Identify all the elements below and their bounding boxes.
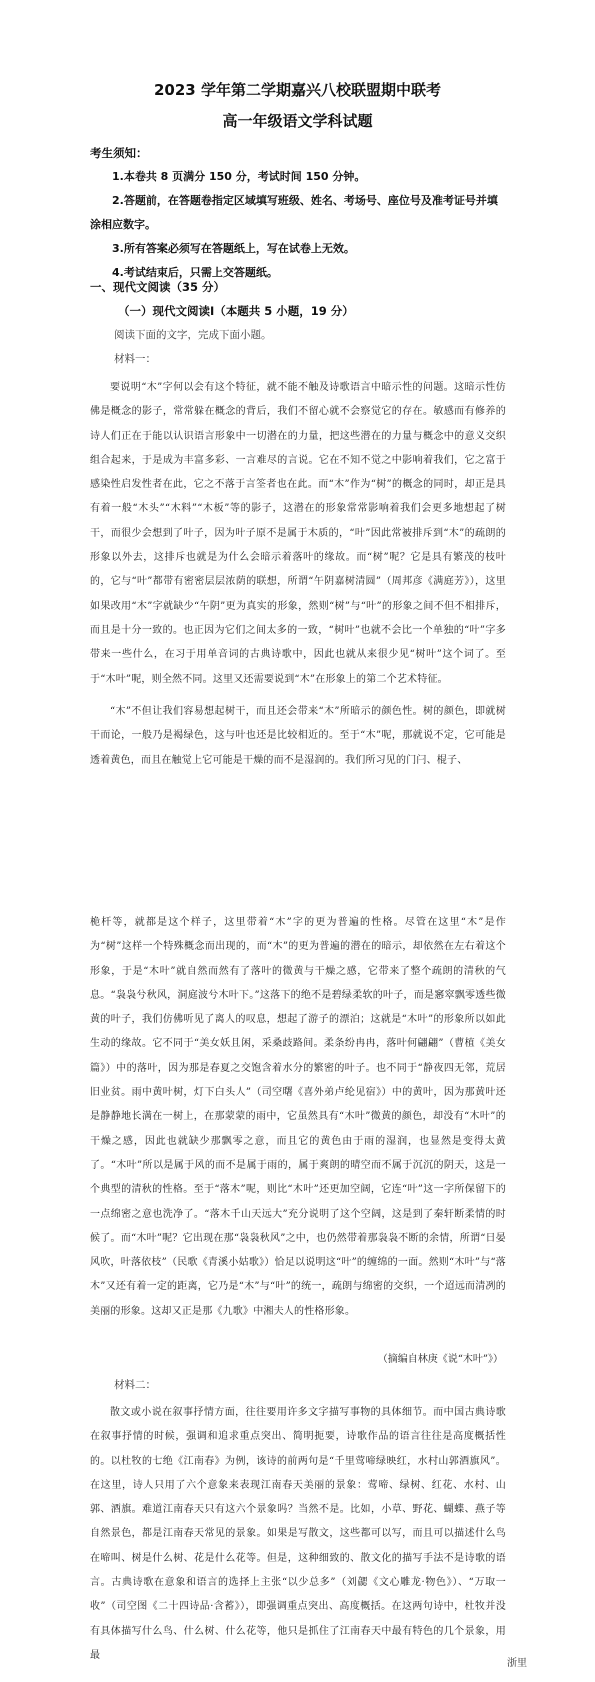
material1-paragraph: 要说明“木”字何以会有这个特征，就不能不触及诗歌语言中暗示性的问题。这暗示性仿佛是概念的影子，常常躲在概念的背后，我们不留心就不会察觉它的存在。敏感而有修养的诗人们正在于能以认识语言形象中一切潜在的力量，把这些潜在的力量与概念中的意义交织组合起来，于是成为丰富多彩、一言难尽的言说。它在不知不觉之中影响着我们，它之富于感染性启发性者在此，它之不落于言筌者也在此。而“木”作为“树”的概念的同时，却正是具有着一般“木头”“木料”“木板”等的影子，这潜在的形象常常影响着我们会更多地想起了树干，而很少会想到了叶子，因为叶子原不是属于木质的，“叶”因此常被排斥到“木”的疏朗的形象以外去，这排斥也就是为什么会暗示着落叶的缘故。而“树”呢？它是具有繁茂的枝叶的，它与“叶”都带有密密层层浓荫的联想，所谓“午阴嘉树清圆”（周邦彦《满庭芳》），这里如果改用“木”字就缺少“午阴”更为真实的形象，然则“树”与“叶”的形象之间不但不相排斥，而且是十分一致的。也正因为它们之间太多的一致，“树叶”也就不会比一个单独的“叶”字多带来一些什么，在习于用单音词的古典诗歌中，因此也就从来很少见“树叶”这个词了。至于“木叶”呢，则全然不同。这里又还需要说到“木”在形象上的第二个艺术特征。 bbox=[90, 382, 506, 685]
page-footer: 浙里 bbox=[507, 1658, 527, 1669]
notice-item: 1.本卷共 8 页满分 150 分，考试时间 150 分钟。 bbox=[112, 170, 366, 183]
exam-notice bbox=[90, 141, 508, 285]
material1-paragraph: 桅杆等，就都是这个样子，这里带着“木”字的更为普遍的性格。尽管在这里“木”是作为“树”这样一个特殊概念而出现的，而“木”的更为普遍的潜在的暗示，却依然在左右着这个形象，于是“木叶”就自然而然有了落叶的微黄与干燥之感，它带来了整个疏朗的清秋的气息。“袅袅兮秋风，洞庭波兮木叶下。”这落下的绝不是碧绿柔软的叶子，而是窸窣飘零透些微黄的叶子，我们仿佛听见了离人的叹息，想起了游子的漂泊；这就是“木叶”的形象所以如此生动的缘故。它不同于“美女妖且闲，采桑歧路间。柔条纷冉冉，落叶何翩翩”（曹植《美女篇》）中的落叶，因为那是春夏之交饱含着水分的繁密的叶子。也不同于“静夜四无邻，荒居旧业贫。雨中黄叶树，灯下白头人”（司空曙《喜外弟卢纶见宿》）中的黄叶，因为那黄叶还是静静地长满在一树上，在那蒙蒙的雨中，它虽然具有“木叶”微黄的颜色，却没有“木叶”的干燥之感，因此也就缺少那飘零之意，而且它的黄色由于雨的湿润，也显然是变得太黄了。“木叶”所以是属于风的而不是属于雨的，属于爽朗的晴空而不属于沉沉的阴天，这是一个典型的清秋的性格。至于“落木”呢，则比“木叶”还更加空阔，它连“叶”这一字所保留下的一点绵密之意也洗净了。“落木千山天远大”充分说明了这个空阔，这是到了秦轩断柔情的时候了。而“木叶”呢？它出现在那“袅袅秋风”之中，也仍然带着那袅袅不断的余情，所谓“日晏风吹，叶落依枝”（民歌《青溪小姑歌》）恰足以说明这“叶”的缠绵的一面。然则“木叶”与“落木”又还有着一定的距离，它乃是“木”与“叶”的统一，疏朗与绵密的交织，一个迢远而清冽的美丽的形象。这却又正是那《九歌》中湘夫人的性格形象。 bbox=[90, 917, 506, 1317]
material-label: 材料二： bbox=[114, 1379, 156, 1391]
exam-title: 2023 学年第二学期嘉兴八校联盟期中联考 bbox=[154, 81, 441, 99]
notice-item: 3.所有答案必须写在答题纸上，写在试卷上无效。 bbox=[112, 242, 355, 255]
material-source: （摘编自林庚《说“木叶”》） bbox=[377, 1354, 503, 1365]
material2-paragraph: 散文或小说在叙事抒情方面，往往要用许多文字描写事物的具体细节。而中国古典诗歌在叙事抒情的时候，强调和追求重点突出、简明扼要，诗歌作品的语言往往是高度概括性的。以杜牧的七绝《江南春》为例，该诗的前两句是“千里莺啼绿映红，水村山郭酒旗风”。在这里，诗人只用了六个意象来表现江南春天美丽的景象：莺啼、绿树、红花、水村、山郭、酒旗。难道江南春天只有这六个景象吗？当然不是。比如，小草、野花、蝴蝶、燕子等自然景色，都是江南春天常见的景象。如果是写散文，这些都可以写，而且可以描述什么鸟在啼叫、树是什么树、花是什么花等。但是，这种细致的、散文化的描写手法不是诗歌的语言。古典诗歌在意象和语言的选择上主张“以少总多”（刘勰《文心雕龙·物色》）、“万取一收”（司空图《二十四诗品·含蓄》），即强调重点突出、高度概括。在这两句诗中，杜牧并没有具体描写什么鸟、什么树、什么花等，他只是抓住了江南春天中最有特色的几个景象，用最 bbox=[90, 1407, 506, 1661]
reading-instruction: 阅读下面的文字，完成下面小题。 bbox=[114, 329, 272, 341]
notice-item: 4.考试结束后，只需上交答题纸。 bbox=[112, 266, 278, 279]
material1-paragraph: “木”不但让我们容易想起树干，而且还会带来“木”所暗示的颜色性。树的颜色，即就树干而论，一般乃是褐绿色，这与叶也还是比较相近的。至于“木”呢，那就说不定，它可能是透着黄色，而且在触觉上它可能是干燥的而不是湿润的。我们所习见的门闩、棍子、 bbox=[90, 706, 506, 766]
subsection-heading: （一）现代文阅读Ⅰ（本题共 5 小题，19 分） bbox=[118, 304, 354, 318]
notice-heading: 考生须知： bbox=[90, 146, 148, 160]
notice-item: 2.答题前，在答题卷指定区域填写班级、姓名、考场号、座位号及准考证号并填涂相应数字。 bbox=[90, 194, 498, 231]
material-label: 材料一： bbox=[114, 353, 156, 365]
exam-subtitle: 高一年级语文学科试题 bbox=[222, 112, 373, 130]
section-heading: 一、现代文阅读（35 分） bbox=[90, 280, 226, 294]
